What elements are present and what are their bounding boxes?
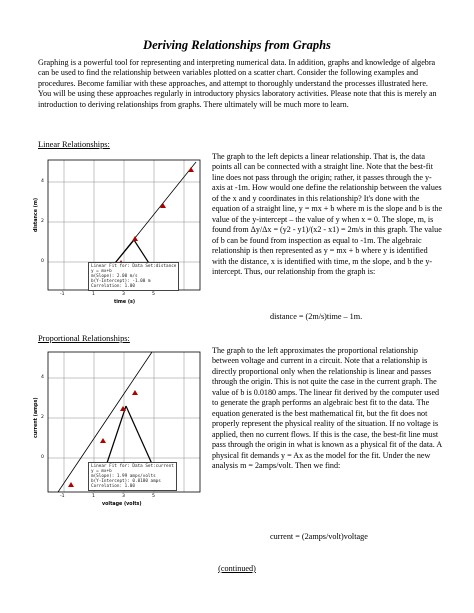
linear-xtick-1: 1 <box>92 292 95 297</box>
linear-x-axis-label: time (s) <box>114 300 136 305</box>
proportional-xtick-1: 1 <box>92 494 95 499</box>
proportional-fit-box: Linear Fit for: Data Set:current y = mx+b m(Slope): 1.99 amps/volts b(Y-Intercept): 0.0180 amps Correlation: 1.00 <box>88 462 177 491</box>
proportional-ytick-2: 2 <box>41 415 44 420</box>
linear-xtick-neg1: -1 <box>60 292 65 297</box>
linear-xtick-5: 5 <box>152 292 155 297</box>
linear-graph <box>36 152 208 314</box>
linear-ytick-2: 2 <box>41 219 44 224</box>
linear-xtick-3: 3 <box>122 292 125 297</box>
proportional-xtick-5: 5 <box>152 494 155 499</box>
linear-equation: distance = (2m/s)time – 1m. <box>270 312 363 321</box>
linear-paragraph: The graph to the left depicts a linear relationship. That is, the data points all can be connected with a straight line. Note that the best-fit line does not pass through the origin; rather, it passes through the y-axis at -1m. How would one define the relationship between the values of the x and y coordinates in this relationship? It's done with the equation of a straight line, y = mx + b where m is the slope and b is the value of the y-intercept – the value of y when x = 0. The slope, m, is found from Δy/Δx = (y2 - y1)/(x2 - x1) = 2m/s in this graph. The value of b can be found from inspection as equal to -1m. The algebraic relationship is then represented as y = mx + b where y is identified with the distance, x is identified with time, m the slope, and b the y-intercept. Thus, our relationship from the graph is: <box>212 152 443 276</box>
proportional-x-axis-label: voltage (volts) <box>102 502 142 507</box>
intro-paragraph: Graphing is a powerful tool for representing and interpreting numerical data. In addition, graphs and knowledge of algebra can be used to find the relationship between variables plotted on a scatter chart. Consider the following examples and procedures. Become familiar with these approaches, and attempt to thoroughly understand the processes illustrated here. You will be using these approaches regularly in introductory physics laboratory activities. Please note that this is merely an introduction to deriving relationships from graphs. There ultimately will be much more to learn. <box>38 58 437 109</box>
proportional-xtick-3: 3 <box>122 494 125 499</box>
linear-y-axis-label: distance (m) <box>34 197 39 232</box>
page-title: Deriving Relationships from Graphs <box>143 38 331 52</box>
proportional-xtick-neg1: -1 <box>60 494 65 499</box>
proportional-graph <box>36 346 208 514</box>
proportional-paragraph: The graph to the left approximates the proportional relationship between voltage and current in a circuit. Note that a relationship is directly proportional only when the relationship is linear and passes through the origin. This is not quite the case in the current graph. The value of b is 0.0180 amps. The linear fit derived by the computer used to generate the graph performs an algebraic best fit to the data. The equation generated is the best mathematical fit, but the fit does not properly represent the physical reality of the situation. If no voltage is applied, then no current flows. If this is the case, the best-fit line must pass through the origin in what is known as a physical fit of the data. A physical fit demands y = Ax as the model for the fit. Under the new analysis m = 2amps/volt. Then we find: <box>212 346 442 470</box>
proportional-y-axis-label: current (amps) <box>34 397 39 438</box>
linear-ytick-0: 0 <box>41 259 44 264</box>
proportional-ytick-0: 0 <box>41 455 44 460</box>
proportional-ytick-4: 4 <box>41 375 44 380</box>
linear-heading: Linear Relationships: <box>38 140 110 149</box>
linear-ytick-4: 4 <box>41 179 44 184</box>
linear-fit-box: Linear Fit for: Data Set:distance y = mx+b m(Slope): 2.00 m/s b(Y-Intercept): -1.00 m Correlation: 1.00 <box>88 262 179 291</box>
continued-note: (continued) <box>218 564 256 573</box>
proportional-equation: current = (2amps/volt)voltage <box>270 532 368 541</box>
proportional-heading: Proportional Relationships: <box>38 334 130 343</box>
